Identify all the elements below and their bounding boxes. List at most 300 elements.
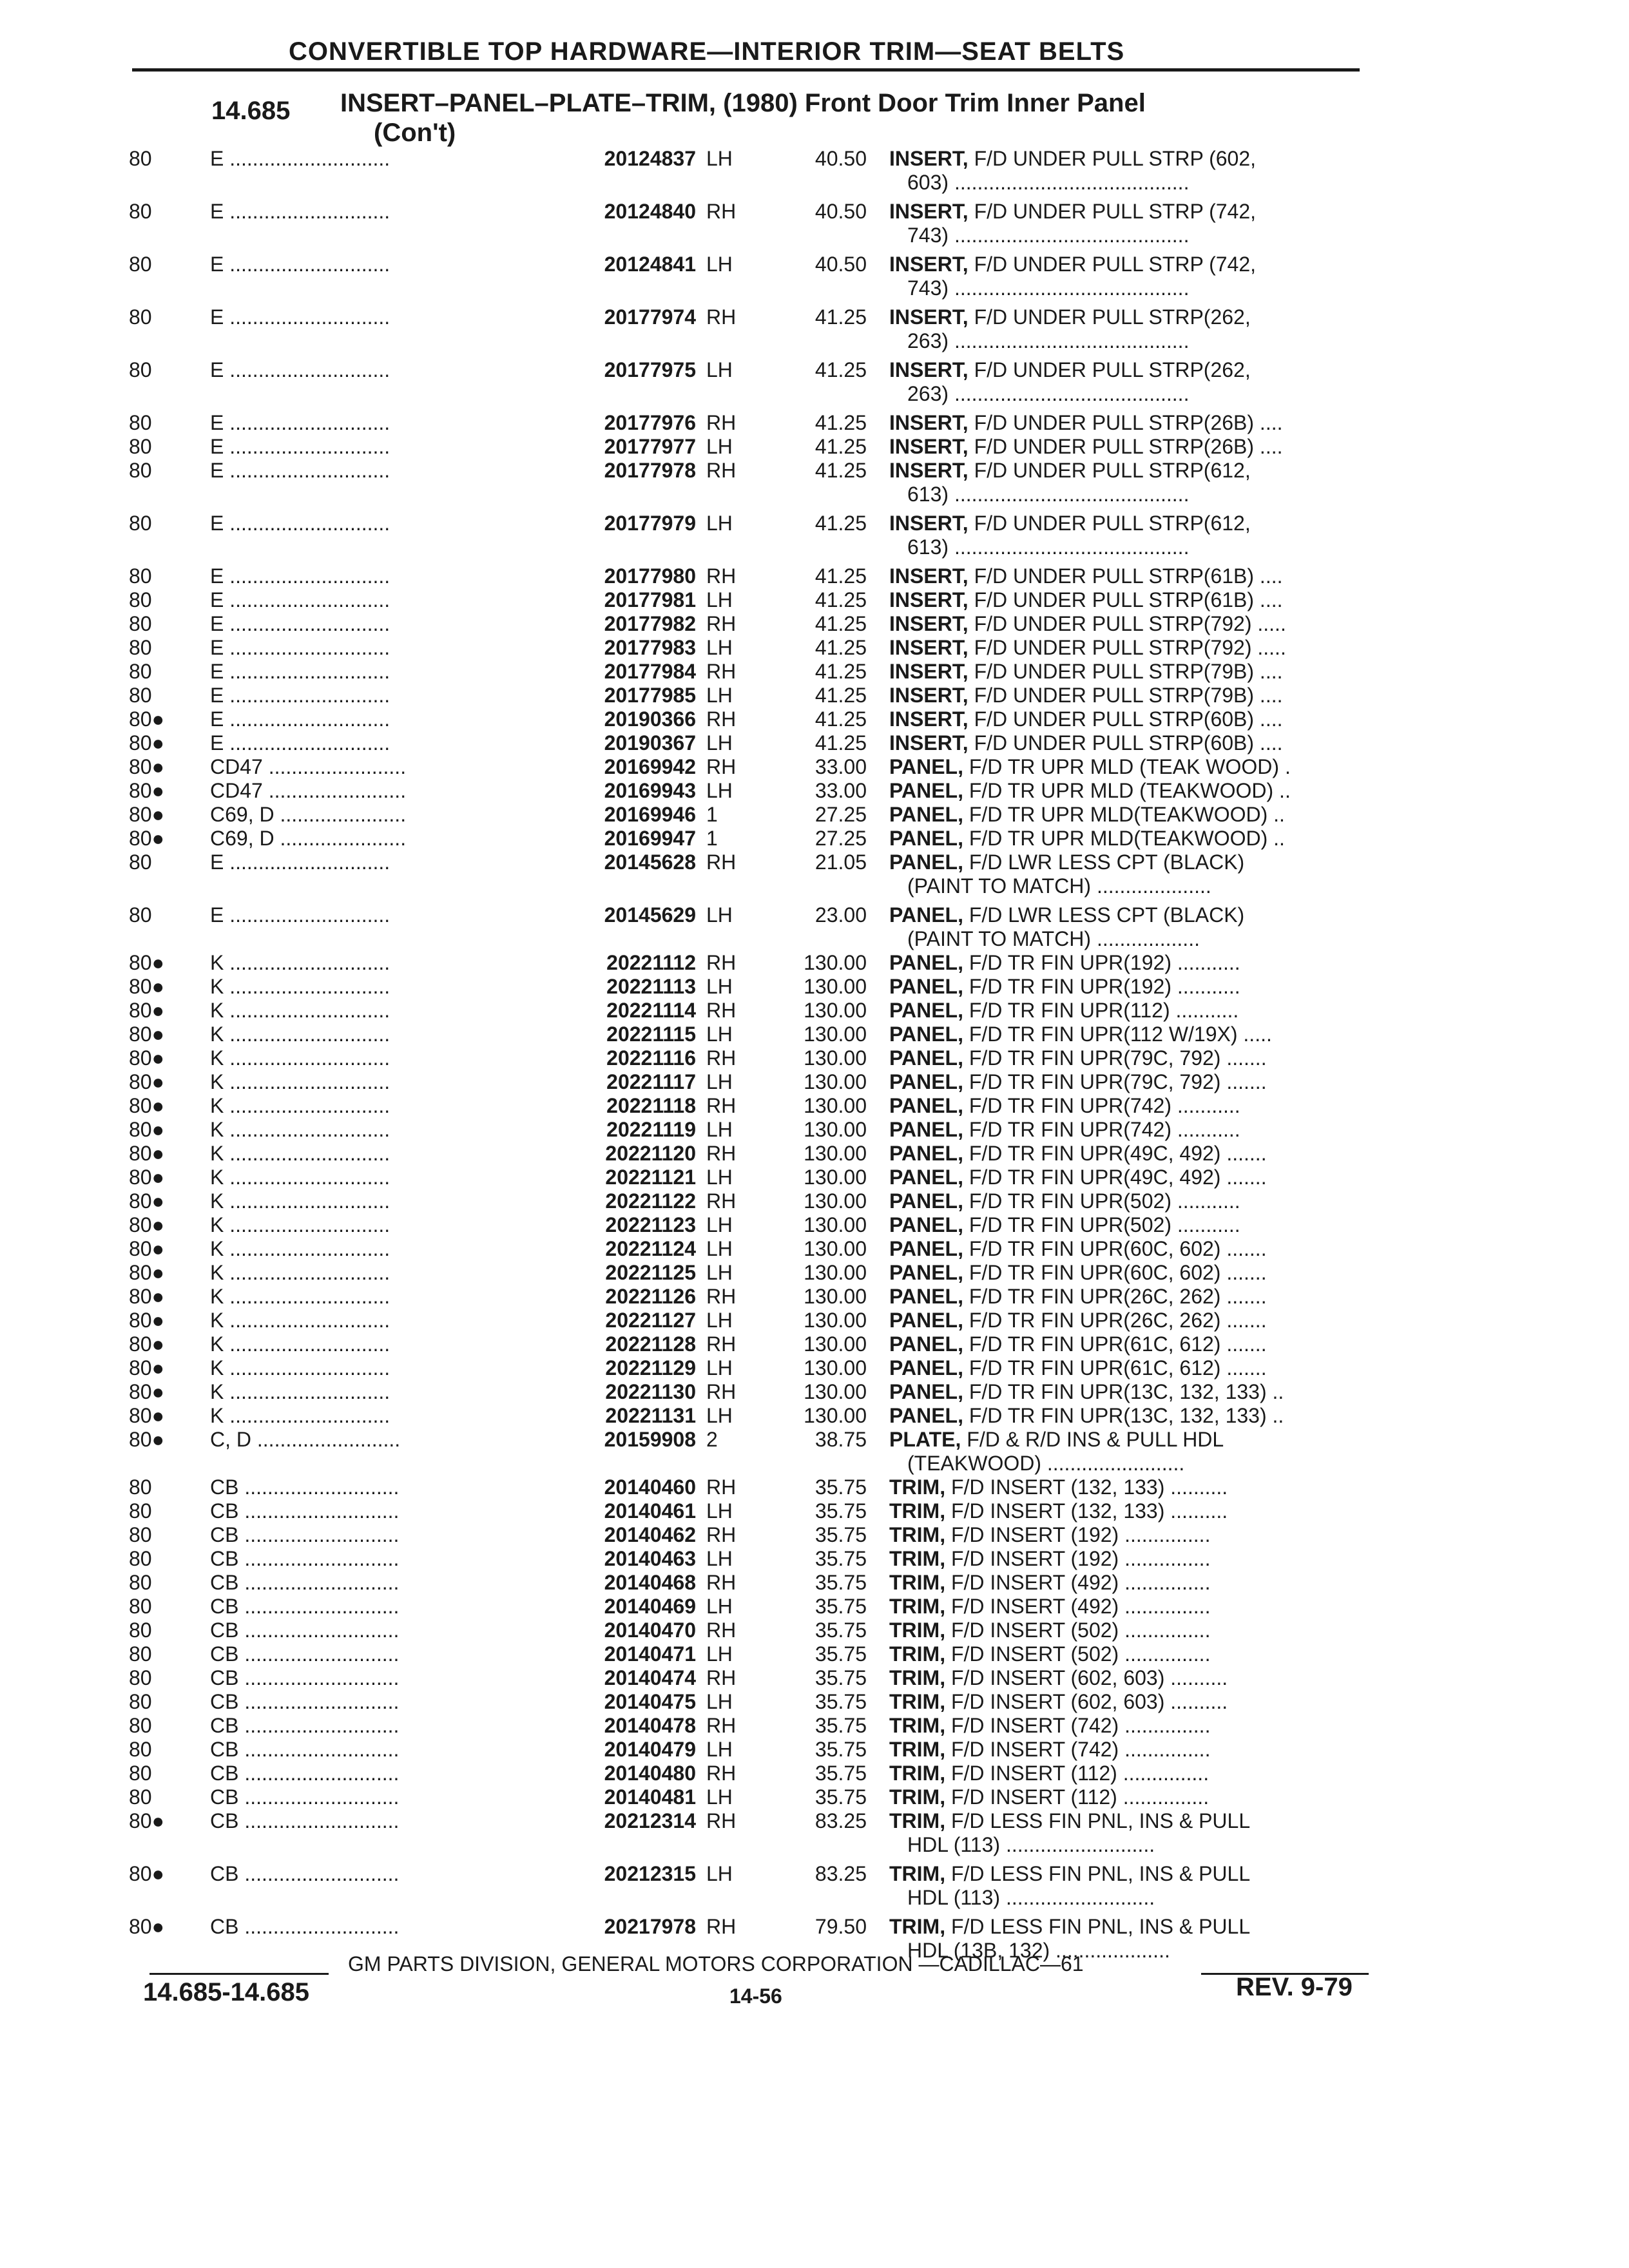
part-number: 20124841 xyxy=(604,253,696,276)
application-code: K ............................ xyxy=(210,1380,390,1403)
description-line-2: 613) ......................................... xyxy=(907,535,1190,559)
model-year: 80 xyxy=(129,1690,152,1713)
part-number: 20177985 xyxy=(604,684,696,707)
application-code: E ............................ xyxy=(210,411,390,434)
description-line-1 xyxy=(889,684,1379,707)
part-keyword: PANEL, xyxy=(889,903,963,927)
description-text: F/D TR FIN UPR(79C, 792) ....... xyxy=(963,1046,1267,1070)
part-number: 20221122 xyxy=(605,1189,696,1213)
table-row xyxy=(0,1189,1629,1213)
table-row xyxy=(0,358,1629,406)
part-description xyxy=(889,564,1379,588)
part-number: 20140461 xyxy=(604,1499,696,1523)
model-year: 80 xyxy=(129,1499,152,1523)
description-line-1 xyxy=(889,707,1379,731)
quantity-side: RH xyxy=(706,1619,737,1642)
model-year: 80 xyxy=(129,435,152,458)
price: 130.00 xyxy=(804,1213,867,1236)
description-line-1 xyxy=(889,1595,1379,1619)
model-year: 80 xyxy=(129,253,152,276)
description-line-1 xyxy=(889,1475,1379,1499)
price: 35.75 xyxy=(815,1547,867,1570)
description-line-2: 613) ......................................... xyxy=(907,483,1190,506)
part-keyword: TRIM, xyxy=(889,1862,946,1885)
part-description xyxy=(889,1475,1379,1499)
table-row xyxy=(0,200,1629,247)
quantity-side: RH xyxy=(706,1523,737,1546)
price: 130.00 xyxy=(804,1380,867,1403)
price: 130.00 xyxy=(804,1142,867,1165)
quantity-side: RH xyxy=(706,1189,737,1213)
description-text: F/D TR FIN UPR(192) ........... xyxy=(963,975,1240,998)
description-line-1 xyxy=(889,1023,1379,1046)
model-year: 80 xyxy=(129,200,152,223)
table-row xyxy=(0,459,1629,506)
part-keyword: INSERT, xyxy=(889,147,969,170)
quantity-side: RH xyxy=(706,459,737,482)
application-code: CD47 ........................ xyxy=(210,755,407,778)
part-number: 20140478 xyxy=(604,1714,696,1737)
part-keyword: TRIM, xyxy=(889,1785,946,1809)
table-row xyxy=(0,612,1629,636)
description-line-1 xyxy=(889,1380,1379,1404)
model-year: 80● xyxy=(129,1094,164,1117)
model-year: 80 xyxy=(129,1666,152,1689)
description-line-2: HDL (113) .......................... xyxy=(907,1886,1155,1909)
application-code: K ............................ xyxy=(210,1094,390,1117)
application-code: E ............................ xyxy=(210,200,390,223)
part-number: 20177979 xyxy=(604,512,696,535)
description-line-1 xyxy=(889,1547,1379,1571)
table-row xyxy=(0,1690,1629,1714)
price: 41.25 xyxy=(815,411,867,434)
application-code: K ............................ xyxy=(210,1309,390,1332)
part-description xyxy=(889,1862,1379,1910)
description-text: F/D TR FIN UPR(49C, 492) ....... xyxy=(963,1142,1267,1165)
quantity-side: LH xyxy=(706,588,733,611)
description-line-1 xyxy=(889,827,1379,850)
price: 130.00 xyxy=(804,999,867,1022)
quantity-side: RH xyxy=(706,951,737,974)
price: 83.25 xyxy=(815,1862,867,1885)
part-description xyxy=(889,588,1379,612)
price: 40.50 xyxy=(815,147,867,170)
quantity-side: RH xyxy=(706,1666,737,1689)
model-year: 80● xyxy=(129,1023,164,1046)
part-keyword: INSERT, xyxy=(889,253,969,276)
application-code: E ............................ xyxy=(210,253,390,276)
part-description xyxy=(889,1714,1379,1738)
quantity-side: RH xyxy=(706,1094,737,1117)
quantity-side: LH xyxy=(706,512,733,535)
description-line-1 xyxy=(889,1523,1379,1547)
model-year: 80 xyxy=(129,564,152,588)
application-code: E ............................ xyxy=(210,459,390,482)
part-description xyxy=(889,707,1379,731)
table-row xyxy=(0,1070,1629,1094)
part-keyword: TRIM, xyxy=(889,1915,946,1938)
part-number: 20140481 xyxy=(604,1785,696,1809)
part-keyword: TRIM, xyxy=(889,1475,946,1499)
application-code: K ............................ xyxy=(210,1023,390,1046)
part-keyword: PANEL, xyxy=(889,1070,963,1093)
quantity-side: LH xyxy=(706,1118,733,1141)
part-number: 20169943 xyxy=(604,779,696,802)
part-description xyxy=(889,684,1379,707)
table-row xyxy=(0,1380,1629,1404)
description-text: F/D UNDER PULL STRP(60B) .... xyxy=(968,707,1283,731)
application-code: C, D ......................... xyxy=(210,1428,401,1451)
description-text: F/D TR FIN UPR(742) ........... xyxy=(963,1118,1240,1141)
model-year: 80● xyxy=(129,1142,164,1165)
description-text: F/D UNDER PULL STRP(60B) .... xyxy=(968,731,1283,754)
application-code: E ............................ xyxy=(210,684,390,707)
part-number: 20177974 xyxy=(604,305,696,329)
part-number: 20221113 xyxy=(606,975,696,998)
table-row xyxy=(0,755,1629,779)
part-number: 20169946 xyxy=(604,803,696,826)
quantity-side: RH xyxy=(706,612,737,635)
part-keyword: INSERT, xyxy=(889,731,969,754)
description-line-1 xyxy=(889,1261,1379,1285)
table-row xyxy=(0,1499,1629,1523)
part-number: 20177980 xyxy=(604,564,696,588)
table-row xyxy=(0,779,1629,803)
description-line-1 xyxy=(889,459,1379,483)
price: 83.25 xyxy=(815,1809,867,1832)
model-year: 80 xyxy=(129,358,152,381)
description-text: F/D LESS FIN PNL, INS & PULL xyxy=(945,1862,1251,1885)
description-line-1 xyxy=(889,1666,1379,1690)
table-row xyxy=(0,1285,1629,1309)
part-keyword: TRIM, xyxy=(889,1619,946,1642)
model-year: 80● xyxy=(129,827,164,850)
table-row xyxy=(0,684,1629,707)
quantity-side: RH xyxy=(706,564,737,588)
price: 35.75 xyxy=(815,1475,867,1499)
price: 130.00 xyxy=(804,1046,867,1070)
part-keyword: INSERT, xyxy=(889,588,969,611)
model-year: 80● xyxy=(129,951,164,974)
model-year: 80● xyxy=(129,1309,164,1332)
part-number: 20169942 xyxy=(604,755,696,778)
description-line-1 xyxy=(889,1094,1379,1118)
price: 41.25 xyxy=(815,684,867,707)
part-number: 20140479 xyxy=(604,1738,696,1761)
price: 41.25 xyxy=(815,731,867,754)
model-year: 80● xyxy=(129,731,164,754)
quantity-side: LH xyxy=(706,1690,733,1713)
part-keyword: PANEL, xyxy=(889,1023,963,1046)
price: 35.75 xyxy=(815,1666,867,1689)
price: 35.75 xyxy=(815,1523,867,1546)
application-code: K ............................ xyxy=(210,1189,390,1213)
table-row xyxy=(0,564,1629,588)
part-keyword: TRIM, xyxy=(889,1595,946,1618)
application-code: CB ........................... xyxy=(210,1523,400,1546)
table-row xyxy=(0,1166,1629,1189)
part-description xyxy=(889,1070,1379,1094)
table-row xyxy=(0,1356,1629,1380)
part-description xyxy=(889,903,1379,951)
part-keyword: INSERT, xyxy=(889,435,969,458)
price: 41.25 xyxy=(815,564,867,588)
price: 130.00 xyxy=(804,1166,867,1189)
model-year: 80● xyxy=(129,1356,164,1379)
part-number: 20221115 xyxy=(606,1023,696,1046)
part-keyword: PANEL, xyxy=(889,1166,963,1189)
description-text: F/D UNDER PULL STRP(612, xyxy=(968,459,1251,482)
description-line-2: (PAINT TO MATCH) .................... xyxy=(907,874,1211,898)
quantity-side: RH xyxy=(706,1475,737,1499)
table-row xyxy=(0,1332,1629,1356)
table-row xyxy=(0,1642,1629,1666)
description-line-1 xyxy=(889,1213,1379,1237)
description-text: F/D INSERT (132, 133) .......... xyxy=(945,1475,1228,1499)
quantity-side: RH xyxy=(706,305,737,329)
description-text: F/D TR FIN UPR(60C, 602) ....... xyxy=(963,1261,1267,1284)
part-keyword: PANEL, xyxy=(889,1380,963,1403)
part-keyword: TRIM, xyxy=(889,1714,946,1737)
price: 35.75 xyxy=(815,1785,867,1809)
price: 35.75 xyxy=(815,1762,867,1785)
part-description xyxy=(889,1237,1379,1261)
table-row xyxy=(0,999,1629,1023)
quantity-side: RH xyxy=(706,755,737,778)
part-keyword: INSERT, xyxy=(889,612,969,635)
description-text: F/D UNDER PULL STRP(61B) .... xyxy=(968,588,1283,611)
quantity-side: LH xyxy=(706,1595,733,1618)
model-year: 80● xyxy=(129,1213,164,1236)
price: 79.50 xyxy=(815,1915,867,1938)
model-year: 80● xyxy=(129,779,164,802)
model-year: 80 xyxy=(129,850,152,874)
part-number: 20124837 xyxy=(604,147,696,170)
footer-page-number: 14-56 xyxy=(729,1984,782,2008)
part-keyword: INSERT, xyxy=(889,660,969,683)
part-description xyxy=(889,305,1379,353)
quantity-side: RH xyxy=(706,1571,737,1594)
quantity-side: LH xyxy=(706,975,733,998)
part-keyword: PANEL, xyxy=(889,1356,963,1379)
part-keyword: PANEL, xyxy=(889,1094,963,1117)
quantity-side: RH xyxy=(706,1046,737,1070)
quantity-side: LH xyxy=(706,253,733,276)
model-year: 80● xyxy=(129,1261,164,1284)
description-line-1 xyxy=(889,636,1379,660)
quantity-side: LH xyxy=(706,1070,733,1093)
model-year: 80 xyxy=(129,1595,152,1618)
part-keyword: TRIM, xyxy=(889,1690,946,1713)
description-line-1 xyxy=(889,411,1379,435)
part-description xyxy=(889,1332,1379,1356)
description-text: F/D UNDER PULL STRP (742, xyxy=(968,200,1257,223)
model-year: 80● xyxy=(129,707,164,731)
part-description xyxy=(889,1023,1379,1046)
part-keyword: INSERT, xyxy=(889,707,969,731)
description-text: F/D UNDER PULL STRP(262, xyxy=(968,305,1251,329)
table-row xyxy=(0,411,1629,435)
price: 41.25 xyxy=(815,612,867,635)
description-text: F/D UNDER PULL STRP(612, xyxy=(968,512,1251,535)
description-text: F/D & R/D INS & PULL HDL xyxy=(961,1428,1224,1451)
table-row xyxy=(0,1309,1629,1332)
part-number: 20221126 xyxy=(605,1285,696,1308)
description-line-1 xyxy=(889,975,1379,999)
description-line-1 xyxy=(889,1619,1379,1642)
part-keyword: INSERT, xyxy=(889,200,969,223)
quantity-side: RH xyxy=(706,1714,737,1737)
application-code: K ............................ xyxy=(210,1142,390,1165)
part-number: 20221123 xyxy=(605,1213,696,1236)
model-year: 80 xyxy=(129,1785,152,1809)
application-code: E ............................ xyxy=(210,512,390,535)
price: 33.00 xyxy=(815,779,867,802)
part-number: 20212315 xyxy=(604,1862,696,1885)
description-line-1 xyxy=(889,951,1379,975)
description-text: F/D TR FIN UPR(13C, 132, 133) .. xyxy=(963,1404,1284,1427)
quantity-side: RH xyxy=(706,999,737,1022)
description-text: F/D TR FIN UPR(61C, 612) ....... xyxy=(963,1356,1267,1379)
description-text: F/D INSERT (132, 133) .......... xyxy=(945,1499,1228,1523)
table-row xyxy=(0,1046,1629,1070)
part-number: 20221117 xyxy=(606,1070,696,1093)
part-keyword: PANEL, xyxy=(889,1332,963,1356)
model-year: 80 xyxy=(129,459,152,482)
part-description xyxy=(889,731,1379,755)
part-description xyxy=(889,200,1379,247)
part-keyword: TRIM, xyxy=(889,1666,946,1689)
quantity-side: LH xyxy=(706,1356,733,1379)
application-code: E ............................ xyxy=(210,305,390,329)
description-text: F/D INSERT (492) ............... xyxy=(945,1571,1211,1594)
application-code: E ............................ xyxy=(210,903,390,927)
part-keyword: TRIM, xyxy=(889,1499,946,1523)
price: 41.25 xyxy=(815,707,867,731)
table-row xyxy=(0,1094,1629,1118)
description-line-1 xyxy=(889,755,1379,779)
application-code: E ............................ xyxy=(210,435,390,458)
part-description xyxy=(889,1642,1379,1666)
price: 130.00 xyxy=(804,1189,867,1213)
model-year: 80 xyxy=(129,1738,152,1761)
table-row xyxy=(0,1619,1629,1642)
application-code: K ............................ xyxy=(210,1356,390,1379)
application-code: CB ........................... xyxy=(210,1809,400,1832)
part-number: 20140474 xyxy=(604,1666,696,1689)
description-text: F/D UNDER PULL STRP(61B) .... xyxy=(968,564,1283,588)
description-text: F/D INSERT (742) ............... xyxy=(945,1714,1211,1737)
description-text: F/D LWR LESS CPT (BLACK) xyxy=(963,850,1245,874)
part-description xyxy=(889,1094,1379,1118)
price: 130.00 xyxy=(804,951,867,974)
description-text: F/D UNDER PULL STRP(792) ..... xyxy=(968,636,1286,659)
part-description xyxy=(889,1619,1379,1642)
description-line-1 xyxy=(889,1309,1379,1332)
table-row xyxy=(0,660,1629,684)
quantity-side: LH xyxy=(706,779,733,802)
quantity-side: LH xyxy=(706,1785,733,1809)
model-year: 80 xyxy=(129,1571,152,1594)
table-row xyxy=(0,850,1629,898)
model-year: 80 xyxy=(129,660,152,683)
description-text: F/D TR FIN UPR(502) ........... xyxy=(963,1189,1240,1213)
price: 130.00 xyxy=(804,1237,867,1260)
part-keyword: PANEL, xyxy=(889,1261,963,1284)
model-year: 80● xyxy=(129,755,164,778)
description-line-2: 263) ......................................... xyxy=(907,382,1190,405)
application-code: K ............................ xyxy=(210,951,390,974)
description-line-1 xyxy=(889,1738,1379,1762)
model-year: 80 xyxy=(129,512,152,535)
model-year: 80 xyxy=(129,147,152,170)
model-year: 80 xyxy=(129,588,152,611)
table-row xyxy=(0,1785,1629,1809)
description-text: F/D TR FIN UPR(60C, 602) ....... xyxy=(963,1237,1267,1260)
part-keyword: PANEL, xyxy=(889,1309,963,1332)
application-code: E ............................ xyxy=(210,850,390,874)
part-number: 20177977 xyxy=(604,435,696,458)
application-code: K ............................ xyxy=(210,1046,390,1070)
application-code: CD47 ........................ xyxy=(210,779,407,802)
price: 130.00 xyxy=(804,1094,867,1117)
part-description xyxy=(889,435,1379,459)
quantity-side: RH xyxy=(706,660,737,683)
part-description xyxy=(889,1285,1379,1309)
part-keyword: INSERT, xyxy=(889,305,969,329)
table-row xyxy=(0,1595,1629,1619)
description-line-1 xyxy=(889,1285,1379,1309)
part-number: 20159908 xyxy=(604,1428,696,1451)
quantity-side: LH xyxy=(706,1309,733,1332)
price: 33.00 xyxy=(815,755,867,778)
description-line-1 xyxy=(889,564,1379,588)
part-number: 20140469 xyxy=(604,1595,696,1618)
application-code: K ............................ xyxy=(210,1404,390,1427)
application-code: E ............................ xyxy=(210,612,390,635)
part-keyword: TRIM, xyxy=(889,1523,946,1546)
table-row xyxy=(0,1666,1629,1690)
quantity-side: LH xyxy=(706,1499,733,1523)
footer-publisher: GM PARTS DIVISION, GENERAL MOTORS CORPORATION —CADILLAC—61 xyxy=(348,1952,1084,1975)
section-title: INSERT–PANEL–PLATE–TRIM, (1980) Front Door Trim Inner Panel xyxy=(340,89,1146,117)
application-code: K ............................ xyxy=(210,1118,390,1141)
part-description xyxy=(889,951,1379,975)
description-text: F/D UNDER PULL STRP(79B) .... xyxy=(968,660,1283,683)
part-description xyxy=(889,755,1379,779)
price: 41.25 xyxy=(815,512,867,535)
part-keyword: PANEL, xyxy=(889,850,963,874)
part-keyword: TRIM, xyxy=(889,1547,946,1570)
description-text: F/D TR UPR MLD(TEAKWOOD) .. xyxy=(963,803,1285,826)
table-row xyxy=(0,588,1629,612)
part-description xyxy=(889,1261,1379,1285)
description-line-1 xyxy=(889,1785,1379,1809)
part-keyword: PANEL, xyxy=(889,951,963,974)
description-line-1 xyxy=(889,435,1379,459)
quantity-side: RH xyxy=(706,1809,737,1832)
section-number: 14.685 xyxy=(211,97,291,125)
description-line-1 xyxy=(889,1142,1379,1166)
description-text: F/D UNDER PULL STRP(792) ..... xyxy=(968,612,1286,635)
part-number: 20140480 xyxy=(604,1762,696,1785)
description-text: F/D TR FIN UPR(192) ........... xyxy=(963,951,1240,974)
description-line-1 xyxy=(889,1571,1379,1595)
part-number: 20221130 xyxy=(605,1380,696,1403)
part-keyword: INSERT, xyxy=(889,358,969,381)
description-line-1 xyxy=(889,1189,1379,1213)
description-text: F/D TR FIN UPR(112) ........... xyxy=(963,999,1239,1022)
